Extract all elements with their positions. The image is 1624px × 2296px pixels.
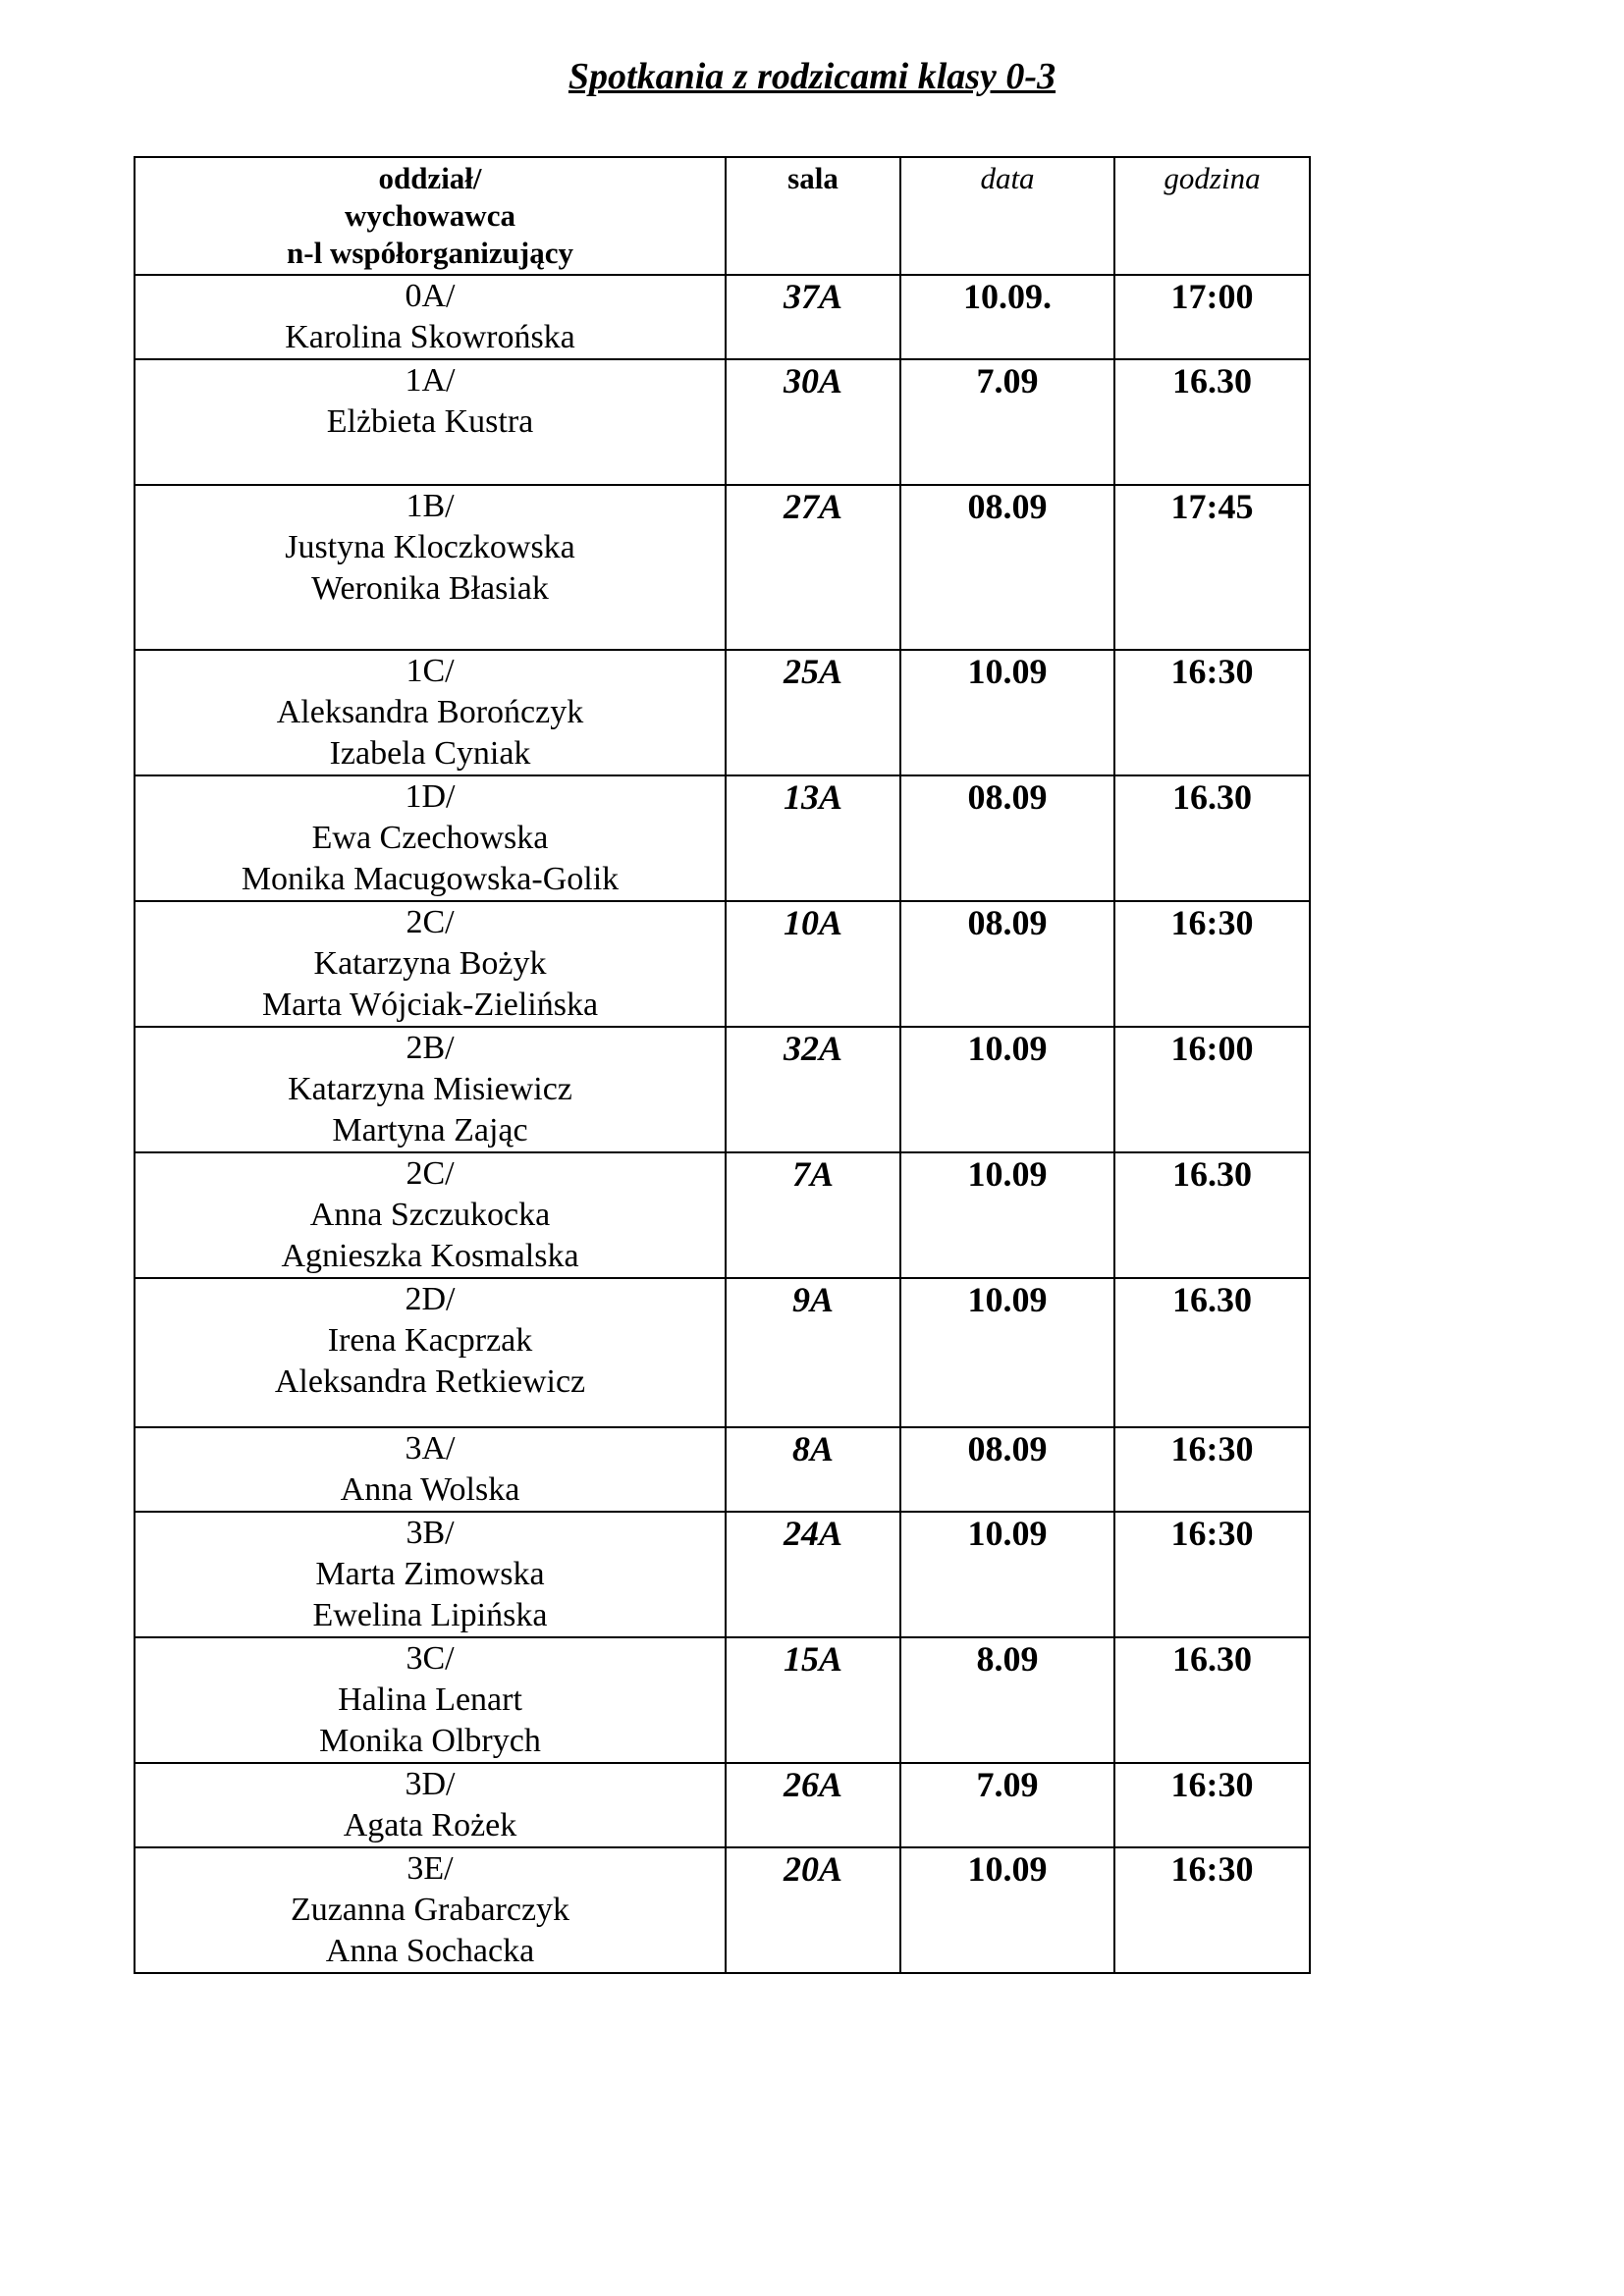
teacher-name: Agata Rożek [343,1807,517,1843]
room-cell: 25A [726,650,900,775]
date-cell: 10.09 [900,1512,1114,1637]
date-cell: 08.09 [900,1427,1114,1512]
table-row [135,1278,1310,1427]
class-name: 0A/ [405,278,456,314]
time-cell: 16:30 [1114,1847,1310,1973]
date-cell: 10.09. [900,275,1114,359]
time-cell: 16.30 [1114,1152,1310,1278]
teacher-name: Weronika Błasiak [311,570,549,607]
date-cell: 08.09 [900,901,1114,1027]
date-cell: 10.09 [900,650,1114,775]
date-cell: 7.09 [900,1763,1114,1847]
time-cell: 16:30 [1114,1763,1310,1847]
date-cell: 8.09 [900,1637,1114,1763]
class-name: 2B/ [406,1030,455,1066]
teacher-name: Halina Lenart [338,1682,522,1718]
room-cell: 15A [726,1637,900,1763]
class-name: 3A/ [405,1430,456,1467]
table-row [135,1027,1310,1152]
teacher-name: Martyna Zając [332,1112,528,1148]
class-cell [135,1152,726,1278]
teacher-name: Katarzyna Bożyk [313,945,547,982]
header-class-line: wychowawca [345,198,515,233]
table-row [135,1847,1310,1973]
time-cell: 17:45 [1114,485,1310,650]
class-cell [135,1847,726,1973]
schedule-table [134,156,1311,1974]
time-cell: 16.30 [1114,775,1310,901]
class-cell [135,485,726,650]
teacher-name: Zuzanna Grabarczyk [290,1892,570,1928]
teacher-name: Agnieszka Kosmalska [281,1238,579,1274]
table-row [135,650,1310,775]
table-row [135,1763,1310,1847]
time-cell: 16:30 [1114,901,1310,1027]
date-cell: 10.09 [900,1847,1114,1973]
table-row [135,275,1310,359]
class-cell [135,650,726,775]
header-class [135,157,726,275]
table-row [135,485,1310,650]
time-cell: 16:30 [1114,1512,1310,1637]
room-cell: 20A [726,1847,900,1973]
class-name: 1D/ [405,778,456,815]
teacher-name: Monika Olbrych [319,1723,541,1759]
room-cell: 8A [726,1427,900,1512]
teacher-name: Katarzyna Misiewicz [288,1071,572,1107]
class-name: 3B/ [406,1515,455,1551]
teacher-name: Aleksandra Borończyk [276,694,584,730]
class-cell [135,1027,726,1152]
table-row [135,775,1310,901]
class-name: 2C/ [406,904,455,940]
room-cell: 30A [726,359,900,485]
table-row [135,359,1310,485]
room-cell: 13A [726,775,900,901]
date-cell: 10.09 [900,1027,1114,1152]
table-row [135,1512,1310,1637]
class-name: 1B/ [406,488,455,524]
teacher-name: Irena Kacprzak [327,1322,533,1359]
class-cell [135,901,726,1027]
room-cell: 24A [726,1512,900,1637]
class-cell [135,1278,726,1427]
teacher-name: Anna Wolska [340,1471,520,1508]
table-header-row [135,157,1310,275]
class-name: 3D/ [405,1766,456,1802]
date-cell: 08.09 [900,775,1114,901]
table-row [135,1152,1310,1278]
teacher-name: Monika Macugowska-Golik [241,861,620,897]
teacher-name: Justyna Kloczkowska [285,529,575,565]
teacher-name: Karolina Skowrońska [285,319,575,355]
room-cell: 27A [726,485,900,650]
class-cell [135,275,726,359]
class-cell [135,1763,726,1847]
time-cell: 17:00 [1114,275,1310,359]
room-cell: 37A [726,275,900,359]
teacher-name: Izabela Cyniak [329,735,531,772]
table-row [135,1427,1310,1512]
room-cell: 9A [726,1278,900,1427]
time-cell: 16.30 [1114,359,1310,485]
room-cell: 7A [726,1152,900,1278]
class-name: 3E/ [406,1850,454,1887]
date-cell: 10.09 [900,1278,1114,1427]
header-date: data [900,157,1114,275]
time-cell: 16:30 [1114,650,1310,775]
class-name: 2D/ [405,1281,456,1317]
teacher-name: Ewelina Lipińska [312,1597,548,1633]
class-name: 3C/ [406,1640,455,1677]
header-class-line: oddział/ [378,161,482,195]
class-cell [135,775,726,901]
header-class-line: n-l współorganizujący [287,236,573,270]
table-row [135,1637,1310,1763]
room-cell: 26A [726,1763,900,1847]
teacher-name: Marta Zimowska [315,1556,545,1592]
class-name: 2C/ [406,1155,455,1192]
time-cell: 16:00 [1114,1027,1310,1152]
date-cell: 08.09 [900,485,1114,650]
teacher-name: Elżbieta Kustra [326,403,534,440]
teacher-name: Ewa Czechowska [311,820,549,856]
class-name: 1C/ [406,653,455,689]
class-cell [135,359,726,485]
class-name: 1A/ [405,362,456,399]
page-title: Spotkania z rodzicami klasy 0-3 [568,56,1056,97]
teacher-name: Aleksandra Retkiewicz [274,1363,586,1400]
class-cell [135,1637,726,1763]
header-room: sala [726,157,900,275]
date-cell: 10.09 [900,1152,1114,1278]
time-cell: 16:30 [1114,1427,1310,1512]
teacher-name: Anna Szczukocka [309,1197,551,1233]
teacher-name: Marta Wójciak-Zielińska [261,987,599,1023]
teacher-name: Anna Sochacka [325,1933,535,1969]
date-cell: 7.09 [900,359,1114,485]
time-cell: 16.30 [1114,1637,1310,1763]
room-cell: 32A [726,1027,900,1152]
header-time: godzina [1114,157,1310,275]
room-cell: 10A [726,901,900,1027]
class-cell [135,1427,726,1512]
table-row [135,901,1310,1027]
time-cell: 16.30 [1114,1278,1310,1427]
class-cell [135,1512,726,1637]
